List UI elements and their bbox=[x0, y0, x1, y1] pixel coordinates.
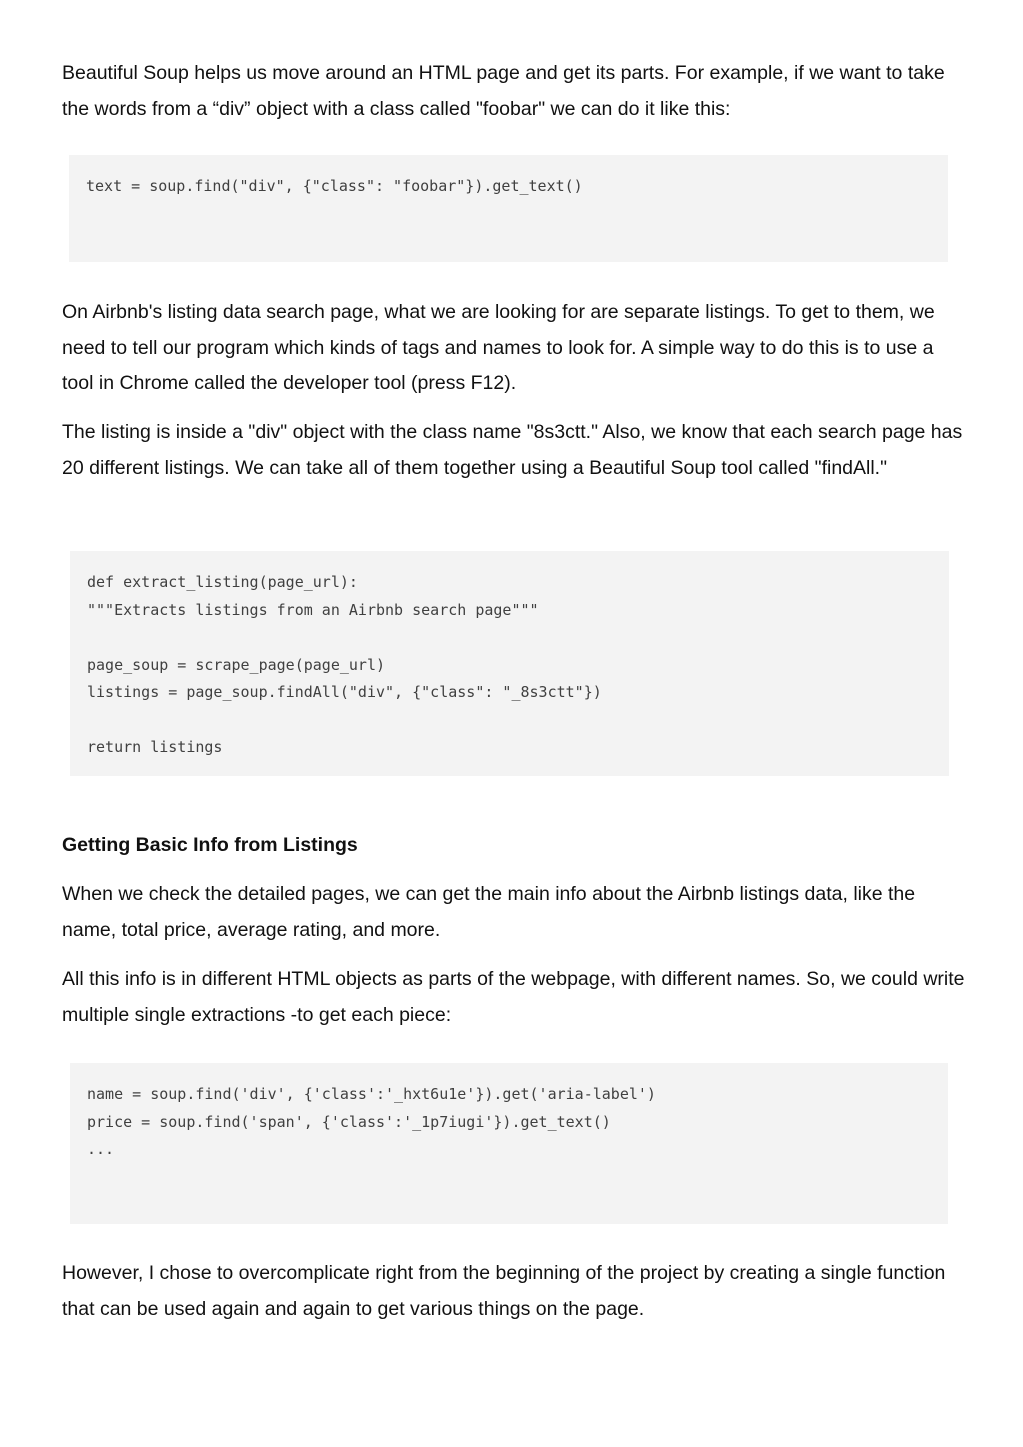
code-line: page_soup = scrape_page(page_url) bbox=[87, 655, 386, 674]
search-page-paragraph: On Airbnb's listing data search page, what we are looking for are separate listings. To get to them, we need to tell our program which kinds of tags and names to look for. A simple way to do this is to use a tool in Chrome called the developer tool (press F12). bbox=[62, 301, 935, 394]
html-objects-paragraph: All this info is in different HTML objects as parts of the webpage, with different names. So, we could write multiple single extractions -to get each piece: bbox=[62, 968, 965, 1026]
code-block-single-extractions bbox=[70, 1063, 948, 1224]
code-line: text = soup.find("div", {"class": "foobar"}).get_text() bbox=[86, 177, 583, 195]
listing-div-paragraph: The listing is inside a "div" object with the class name "8s3ctt." Also, we know that each search page has 20 different listings. We can take all of them together using a Beautiful Soup tool called "findAll." bbox=[62, 421, 963, 479]
code-block-extract-listing bbox=[70, 551, 949, 776]
code-block-find-text bbox=[69, 155, 948, 262]
code-line: ... bbox=[87, 1140, 115, 1158]
overcomplicate-paragraph: However, I chose to overcomplicate right from the beginning of the project by creating a single function that can be used again and again to get various things on the page. bbox=[62, 1262, 946, 1320]
section-heading: Getting Basic Info from Listings bbox=[62, 834, 358, 856]
intro-paragraph: Beautiful Soup helps us move around an HTML page and get its parts. For example, if we want to take the words from a “div” object with a class called "foobar" we can do it like this: bbox=[62, 62, 945, 120]
code-line: def extract_listing(page_url): bbox=[87, 573, 358, 591]
code-line: """Extracts listings from an Airbnb search page""" bbox=[87, 600, 539, 619]
code-line bbox=[87, 707, 949, 735]
code-line: listings = page_soup.findAll("div", {"class": "_8s3ctt"}) bbox=[87, 683, 602, 701]
code-line: price = soup.find('span', {'class':'_1p7iugi'}).get_text() bbox=[87, 1112, 611, 1131]
code-line: return listings bbox=[87, 738, 223, 756]
code-line bbox=[87, 624, 949, 652]
code-line: name = soup.find('div', {'class':'_hxt6u1e'}).get('aria-label') bbox=[87, 1085, 656, 1103]
detail-pages-paragraph: When we check the detailed pages, we can get the main info about the Airbnb listings data, like the name, total price, average rating, and more. bbox=[62, 883, 916, 941]
